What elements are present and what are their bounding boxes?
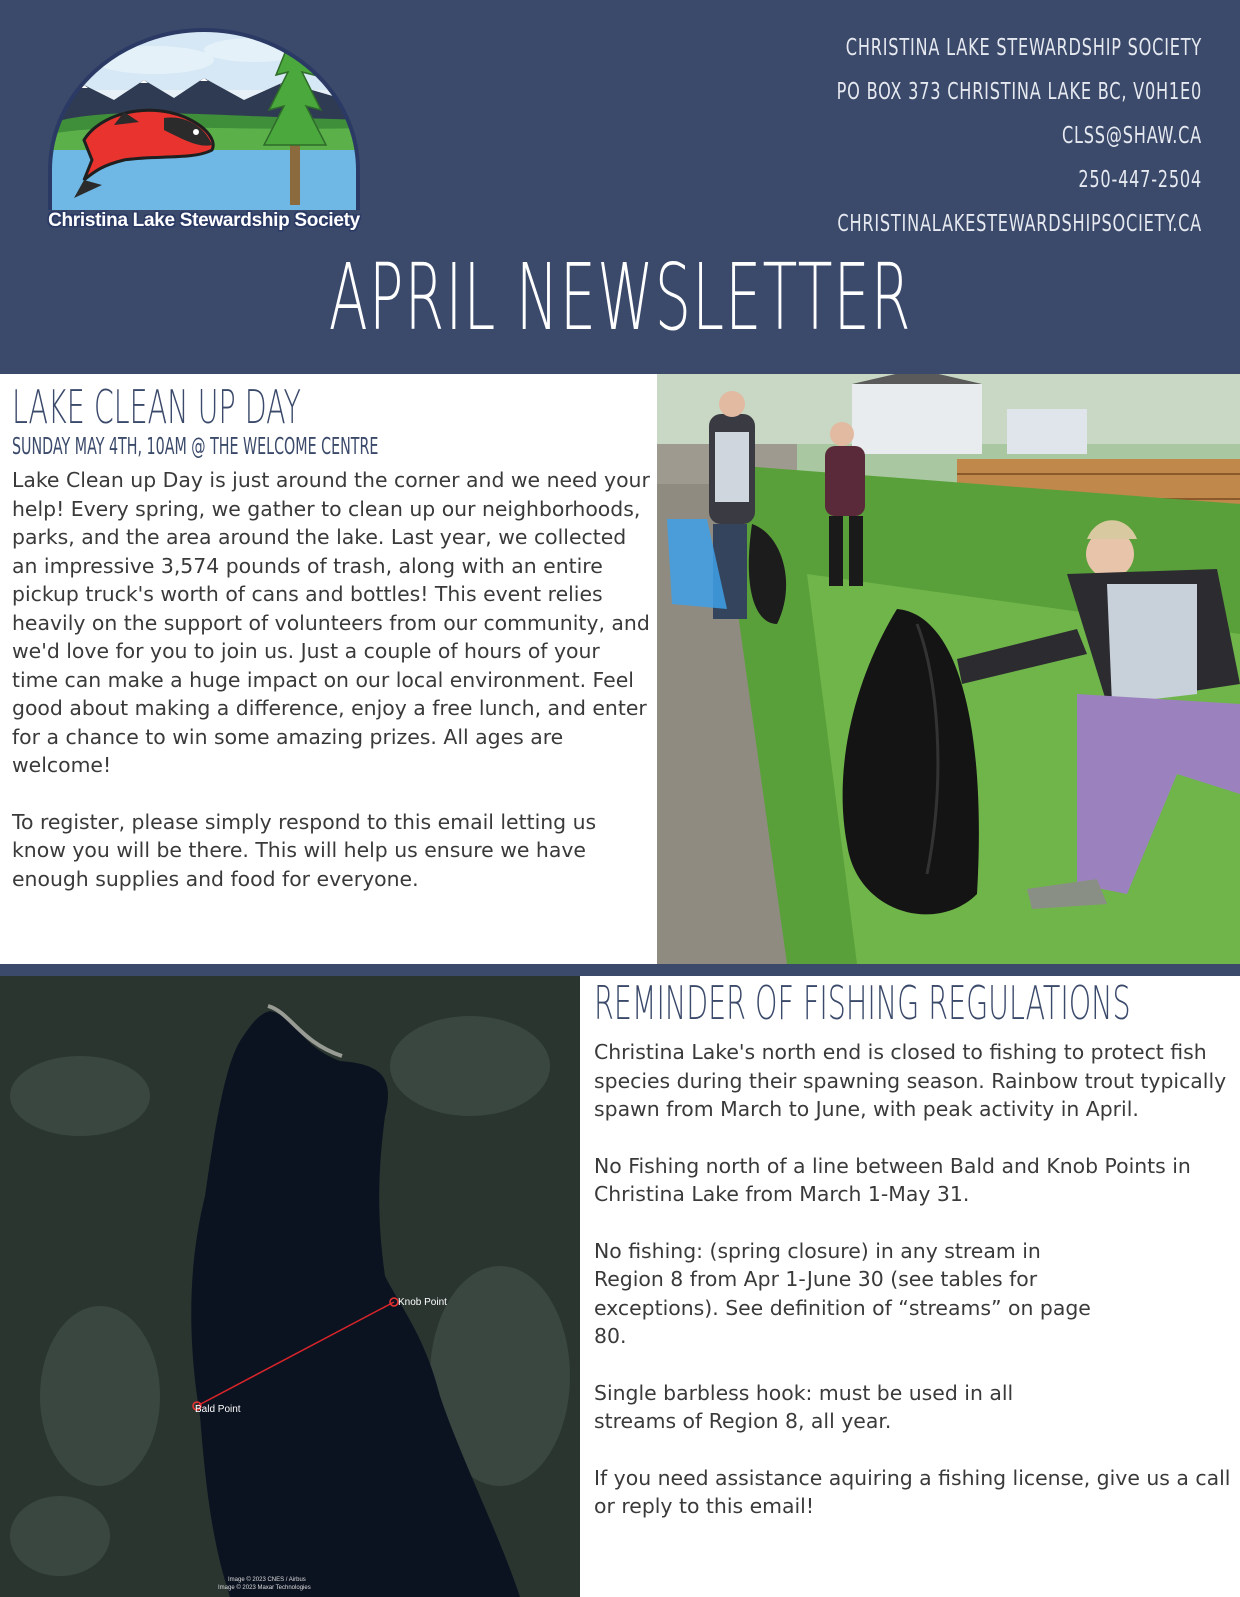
cleanup-subheading: SUNDAY MAY 4TH, 10AM @ THE WELCOME CENTRE	[12, 434, 379, 460]
contact-email[interactable]: CLSS@SHAW.CA	[1061, 123, 1202, 149]
contact-block	[765, 26, 1202, 246]
cleanup-text	[12, 380, 652, 893]
contact-org-name: CHRISTINA LAKE STEWARDSHIP SOCIETY	[845, 35, 1202, 61]
contact-phone[interactable]: 250-447-2504	[1078, 167, 1202, 193]
fishing-text	[594, 976, 1234, 1521]
register-paragraph: To register, please simply respond to this email letting us know you will be there. This will help us ensure we have enough supplies and food for everyone.	[12, 809, 597, 891]
newsletter-header	[0, 0, 1240, 374]
cleanup-section	[0, 374, 1240, 964]
fishing-paragraph-4: Single barbless hook: must be used in all streams of Region 8, all year.	[594, 1380, 1014, 1433]
logo-caption: Christina Lake Stewardship Society	[48, 210, 360, 231]
fishing-paragraph-1: Christina Lake's north end is closed to fishing to protect fish species during their spawning season. Rainbow trout typically spawn from March to June, with peak activity in April.	[594, 1040, 1227, 1121]
map-label-knob-point: Knob Point	[398, 1297, 447, 1308]
map-credit-2: Image © 2023 Maxar Technologies	[218, 1585, 311, 1591]
contact-address: PO BOX 373 CHRISTINA LAKE BC, V0H1E0	[836, 79, 1202, 105]
newsletter-title	[0, 244, 1240, 351]
newsletter-title-text: APRIL NEWSLETTER	[328, 244, 912, 351]
fishing-section	[0, 976, 1240, 1597]
lake-satellite-map	[0, 976, 580, 1597]
fishing-paragraph-5: If you need assistance aquiring a fishing license, give us a call or reply to this email!	[594, 1465, 1231, 1518]
section-divider	[0, 964, 1240, 976]
map-label-bald-point: Bald Point	[195, 1404, 241, 1415]
fishing-paragraph-3: No fishing: (spring closure) in any stream in Region 8 from Apr 1-June 30 (see tables for exceptions). See definition of “streams” on page 80.	[594, 1238, 1091, 1348]
cleanup-paragraph: Lake Clean up Day is just around the corner and we need your help! Every spring, we gather to clean up our neighborhoods, parks, and the area around the lake. Last year, we collected an impressive 3,574 pounds of trash, along with an entire pickup truck's worth of cans and bottles! This event relies heavily on the support of volunteers from our community, and we'd love for you to join us. Just a couple of hours of your time can make a huge impact on our local environment. Feel good about making a difference, enjoy a free lunch, and enter for a chance to win some amazing prizes. All ages are welcome!	[12, 468, 650, 777]
map-credit-1: Image © 2023 CNES / Airbus	[228, 1577, 306, 1583]
volunteers-photo	[657, 374, 1240, 964]
contact-website[interactable]: CHRISTINALAKESTEWARDSHIPSOCIETY.CA	[837, 211, 1202, 237]
cleanup-heading: LAKE CLEAN UP DAY	[12, 380, 301, 434]
fishing-paragraph-2: No Fishing north of a line between Bald and Knob Points in Christina Lake from March 1-May 31.	[594, 1153, 1191, 1206]
fishing-heading: REMINDER OF FISHING REGULATIONS	[594, 976, 1131, 1030]
